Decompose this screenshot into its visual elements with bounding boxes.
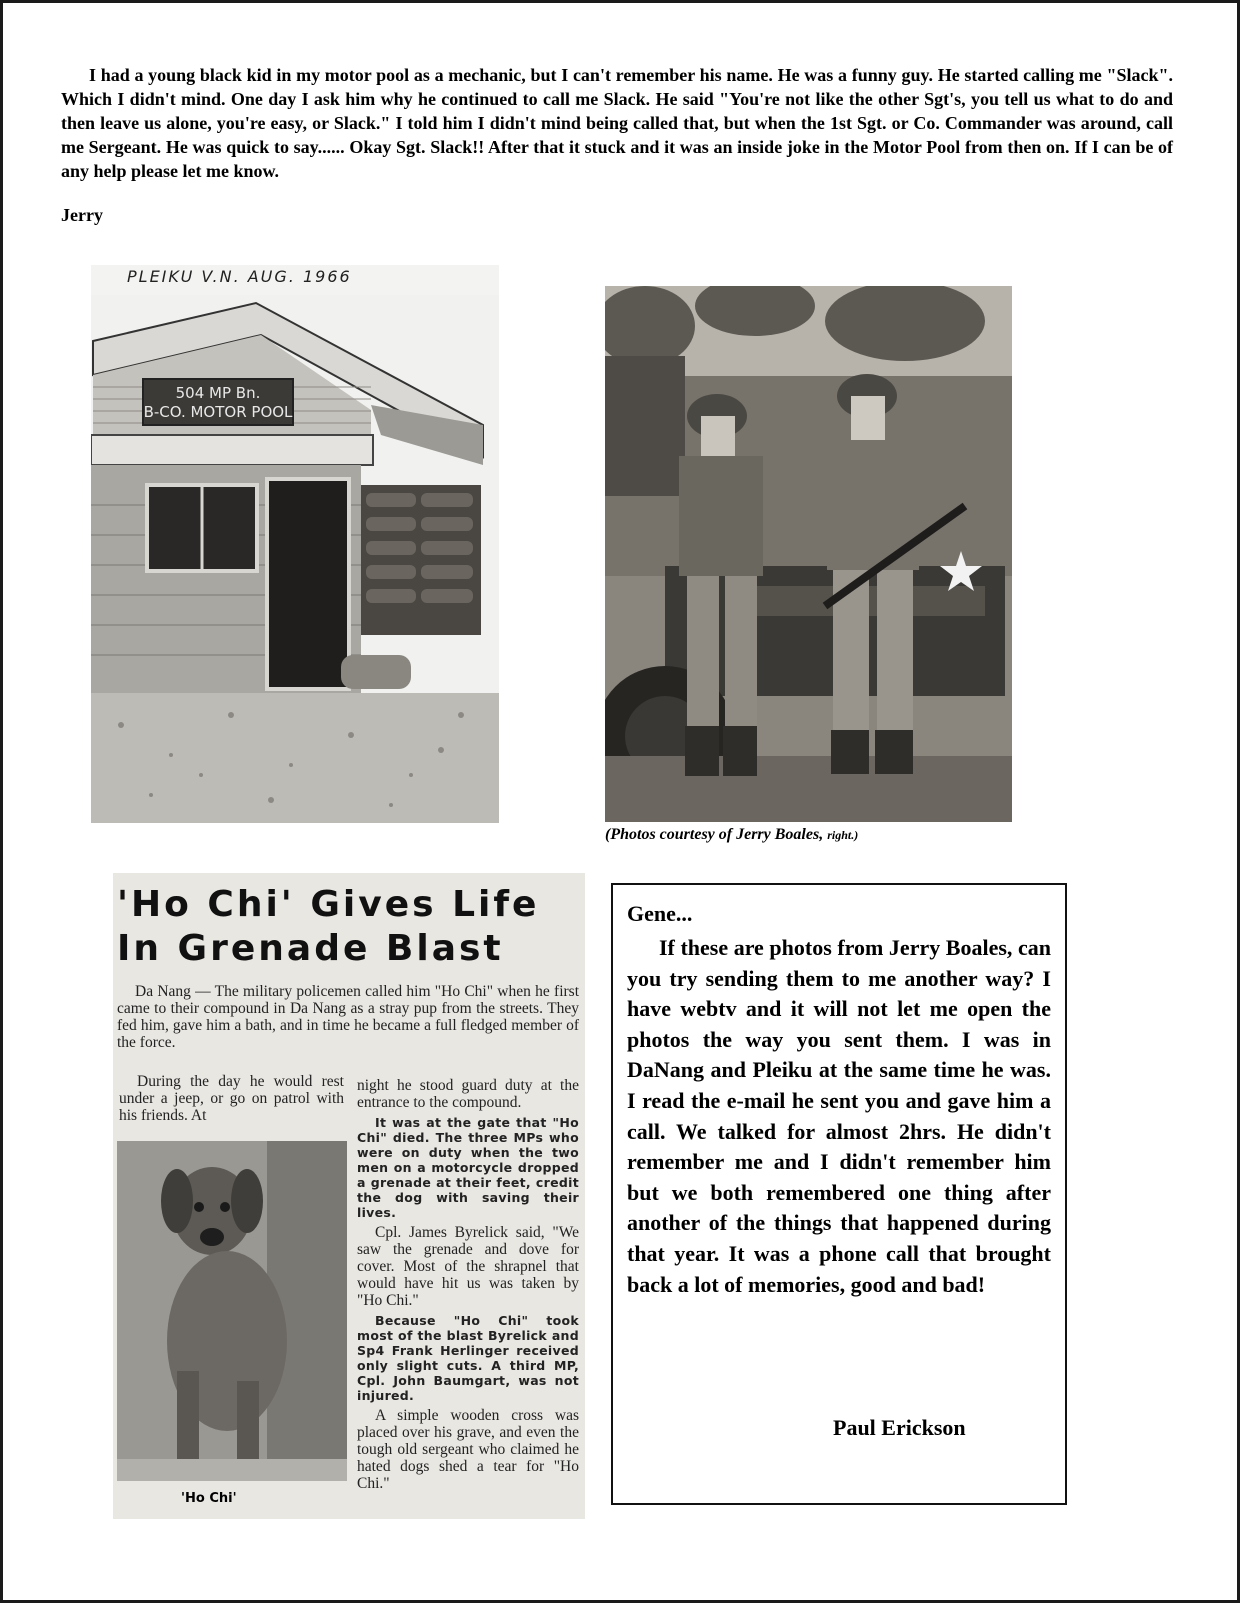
letter-signature: Jerry <box>61 205 103 225</box>
dog-image <box>117 1141 347 1481</box>
motor-pool-photo <box>91 265 499 823</box>
dog-photo <box>117 1141 347 1481</box>
motor-pool-shed-image <box>91 295 499 823</box>
clipping-right-para-3: Cpl. James Byrelick said, "We saw the grenade and dove for cover. Most of the shrapnel that would have hit us was taken by "Ho Chi." <box>357 1224 579 1309</box>
clipping-lead-paragraph: Da Nang — The military policemen called him "Ho Chi" when he first came to their compound in Da Nang as a stray pup from the streets. They fed him, gave him a bath, and in time he became a full fledged member of the force. <box>117 983 579 1051</box>
clipping-headline: 'Ho Chi' Gives Life In Grenade Blast <box>117 884 540 969</box>
clipping-right-para-2: It was at the gate that "Ho Chi" died. The three MPs who were on duty when the two men on a motorcycle dropped a grenade at their feet, credit the dog with saving their lives. <box>357 1115 579 1220</box>
clipping-left-column: During the day he would rest under a jeep, or go on patrol with his friends. At <box>119 1073 344 1124</box>
newspaper-clipping <box>113 873 585 1519</box>
sign-line-2: B-CO. MOTOR POOL <box>143 403 293 421</box>
sign-line-1: 504 MP Bn. <box>175 384 261 402</box>
soldiers-photo <box>605 286 1012 822</box>
clipping-right-para-5: A simple wooden cross was placed over his grave, and even the tough old sergeant who claimed he hated dogs shed a tear for "Ho Chi." <box>357 1407 579 1492</box>
letter-body: I had a young black kid in my motor pool as a mechanic, but I can't remember his name. He was a funny guy. He started calling me "Slack". Which I didn't mind. One day I ask him why he continued to call me Slack. He said "You're not like the other Sgt's, you tell us what to do and then leave us alone, you're easy, or Slack." I told him I didn't mind being called that, but when the 1st Sgt. or Co. Commander was around, call me Sergeant. He was quick to say...... Okay Sgt. Slack!! After that it stuck and it was an inside joke in the Motor Pool from then on. If I can be of any help please let me know. <box>61 65 1173 181</box>
dog-photo-caption: 'Ho Chi' <box>181 1491 237 1506</box>
note-body: If these are photos from Jerry Boales, can you try sending them to me another way? I have webtv and it will not let me open the photos the way you sent them. I was in DaNang and Pleiku at the same time he was. I read the e-mail he sent you and gave him a call. We talked for almost 2hrs. He didn't remember me and I didn't remember him but we both remembered one thing after another of the things that happened during that year. It was a phone call that brought back a lot of memories, good and bad! <box>627 935 1051 1297</box>
clipping-right-para-4: Because "Ho Chi" took most of the blast Byrelick and Sp4 Frank Herlinger received only slight cuts. A third MP, Cpl. John Baumgart, was not injured. <box>357 1313 579 1403</box>
note-signature: Paul Erickson <box>833 1415 966 1440</box>
clipping-right-para-1: night he stood guard duty at the entrance to the compound. <box>357 1077 579 1111</box>
soldiers-image <box>605 286 1012 822</box>
clipping-right-column <box>357 1077 579 1496</box>
photo-credit-caption: (Photos courtesy of Jerry Boales, right.) <box>605 826 859 843</box>
note-greeting: Gene... <box>627 901 693 926</box>
handwritten-caption: PLEIKU V.N. AUG. 1966 <box>127 267 352 286</box>
note-box <box>611 883 1067 1505</box>
